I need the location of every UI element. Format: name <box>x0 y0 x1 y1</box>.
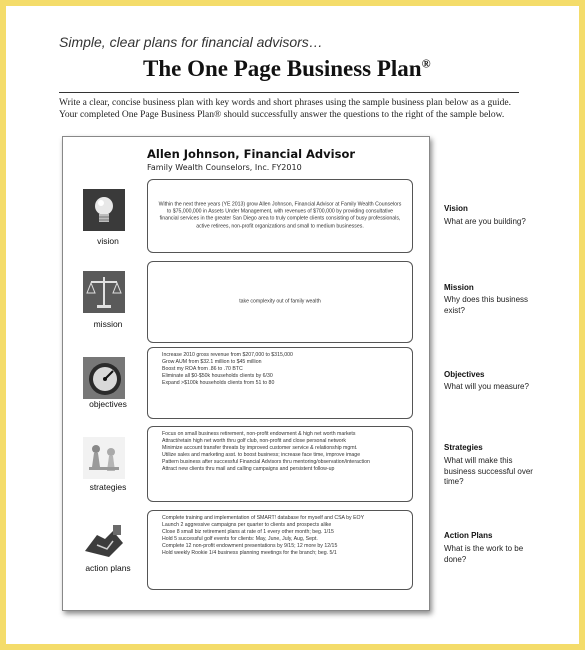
mission-text: take complexity out of family wealth <box>239 298 321 305</box>
action-plans-list <box>148 511 412 558</box>
question-title-vision: Vision <box>444 204 468 213</box>
list-item: • Utilize sales and marketing asst. to boost business; increase face time, improve image <box>162 452 406 459</box>
list-item: • Focus on small business retirement, non-profit endowment & high net worth markets <box>162 431 406 438</box>
list-item: • Eliminate all $0-$50k households clients by 6/30 <box>162 373 406 380</box>
list-item: • Hold 5 successful golf events for clients: May, June, July, Aug, Sept. <box>162 536 406 543</box>
list-item: • Complete training and implementation of SMART! database for myself and CSA by EOY <box>162 515 406 522</box>
list-item: • Grow AUM from $32.1 million to $45 million <box>162 359 406 366</box>
list-item: • Attract/retain high net worth thru golf club, non-profit and close personal network <box>162 438 406 445</box>
question-mission: Why does this business exist? <box>444 295 529 315</box>
section-label-action-plans: action plans <box>85 563 131 573</box>
section-label-objectives: objectives <box>89 399 127 409</box>
gauge-icon <box>83 357 125 399</box>
section-label-mission: mission <box>93 319 123 329</box>
list-item: • Hold weekly Rookie 1/4 business planning meetings for the branch; beg. 5/1 <box>162 550 406 557</box>
registered-mark: ® <box>421 56 431 71</box>
list-item: • Complete 12 non-profit endowment presentations by 9/15; 12 more by 12/15 <box>162 543 406 550</box>
advisor-company: Family Wealth Counselors, Inc. FY2010 <box>147 163 302 172</box>
question-vision: What are you building? <box>444 217 526 226</box>
intro-line-2: Your completed One Page Business Plan® should successfully answer the questions to the right of the sample below. <box>59 110 505 120</box>
list-item: • Launch 2 aggressive campaigns per quarter to clients and prospects alike <box>162 522 406 529</box>
vision-text: Within the next three years (YE 2013) grow Allen Johnson, Financial Advisor at Family Wealth Counselors to $75,000,000 in Assets Under Management, with revenues of $700,000 by providing consultative financial services in the greater San Diego area to truly complete clients consisting of busy professionals, active retirees, non-profit organizations and small to medium businesses. <box>158 201 402 230</box>
intro-paragraph <box>59 97 529 121</box>
list-item: • Minimize account transfer threats by improved customer service & relationship mgmt. <box>162 445 406 452</box>
lightbulb-icon <box>83 189 125 231</box>
intro-line-1: Write a clear, concise business plan with key words and short phrases using the sample business plan below as a guide. <box>59 98 511 108</box>
question-objectives: What will you measure? <box>444 382 529 391</box>
question-title-action-plans: Action Plans <box>444 531 493 540</box>
action-plans-box <box>147 510 413 590</box>
list-item: • Boost my ROA from .86 to .70 BTC <box>162 366 406 373</box>
question-action-plans: What is the work to be done? <box>444 544 524 564</box>
strategies-box <box>147 426 413 502</box>
question-title-mission: Mission <box>444 283 474 292</box>
handshake-icon <box>83 521 125 563</box>
question-title-strategies: Strategies <box>444 443 483 452</box>
section-label-vision: vision <box>97 236 119 246</box>
list-item: • Pattern business after successful Financial Advisors thru mentoring/observation/interaction <box>162 459 406 466</box>
title-text: The One Page Business Plan <box>143 56 422 81</box>
scales-icon <box>83 271 125 313</box>
advisor-name: Allen Johnson, Financial Advisor <box>147 147 356 161</box>
objectives-list <box>148 348 412 387</box>
objectives-box <box>147 347 413 419</box>
question-title-objectives: Objectives <box>444 370 485 379</box>
chess-icon <box>83 437 125 479</box>
list-item: • Attract new clients thru mail and calling campaigns and persistent follow-up <box>162 466 406 473</box>
sample-plan-sheet <box>62 136 430 611</box>
section-label-strategies: strategies <box>89 482 127 492</box>
question-strategies: What will make this business successful over time? <box>444 456 533 486</box>
vision-box <box>147 179 413 253</box>
strategies-list <box>148 427 412 474</box>
list-item: • Close 8 small biz retirement plans at rate of 1 every other month; beg. 1/15 <box>162 529 406 536</box>
page-title <box>143 56 431 82</box>
tagline: Simple, clear plans for financial advisors… <box>59 34 323 50</box>
title-divider <box>59 92 519 93</box>
list-item: • Expand >$100k households clients from 51 to 80 <box>162 380 406 387</box>
list-item: • Increase 2010 gross revenue from $207,000 to $315,000 <box>162 352 406 359</box>
mission-box <box>147 261 413 343</box>
